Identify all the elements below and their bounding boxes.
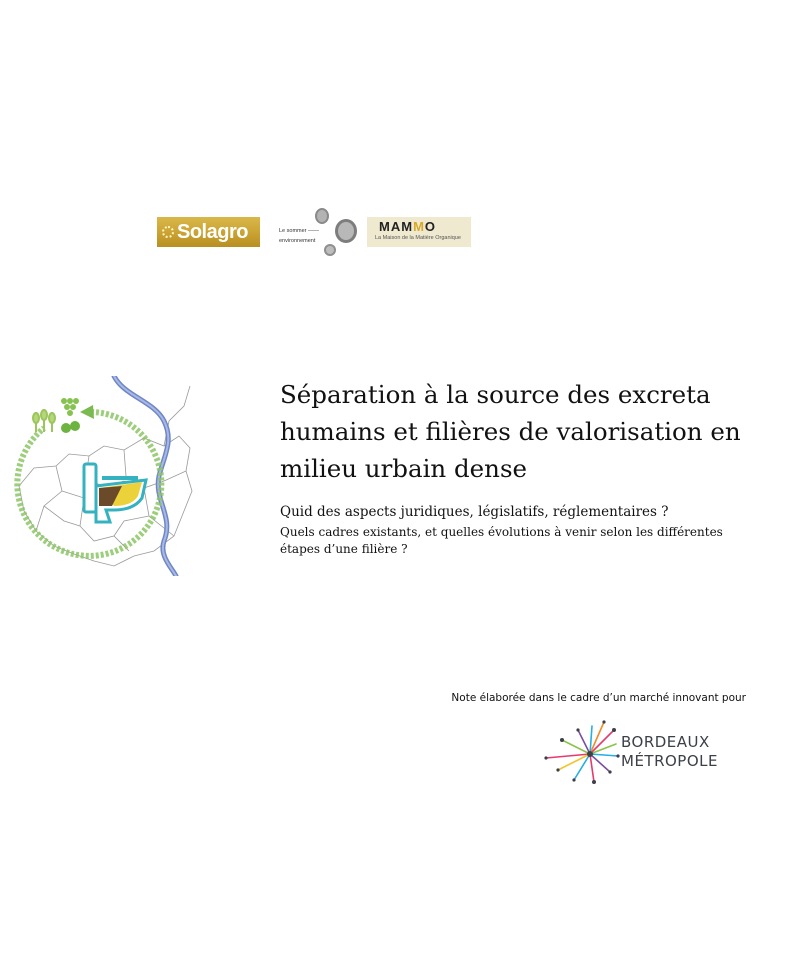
mammo-tagline: La Maison de la Matière Organique xyxy=(375,235,461,241)
toilet-recycling-map-illustration xyxy=(14,376,194,576)
starburst-icon xyxy=(544,718,620,784)
metropole-line-1: BORDEAUX xyxy=(621,733,710,751)
metropole-name xyxy=(621,733,718,771)
solagro-logo-text: Solagro xyxy=(177,220,248,243)
document-subtitle: Quid des aspects juridiques, législatifs, réglementaires ? xyxy=(280,504,669,520)
sommer-line-2: environnement xyxy=(279,238,316,244)
commission-note: Note élaborée dans le cadre d’un marché innovant pour xyxy=(451,692,746,704)
sun-icon xyxy=(162,226,174,238)
document-subtitle-secondary: Quels cadres existants, et quelles évolutions à venir selon les différentes étapes d’une filière ? xyxy=(280,525,723,556)
mammo-logo xyxy=(367,217,471,247)
metropole-line-2: MÉTROPOLE xyxy=(621,752,718,770)
sommer-environnement-logo xyxy=(265,207,363,259)
solagro-logo xyxy=(157,217,260,247)
mammo-logo-text: MAMMO xyxy=(379,219,437,234)
bordeaux-metropole-logo xyxy=(544,718,744,784)
document-title: Séparation à la source des excreta humains et filières de valorisation en milieu urbain dense xyxy=(280,380,741,483)
sommer-line-1: Le sommer —— xyxy=(279,228,320,234)
